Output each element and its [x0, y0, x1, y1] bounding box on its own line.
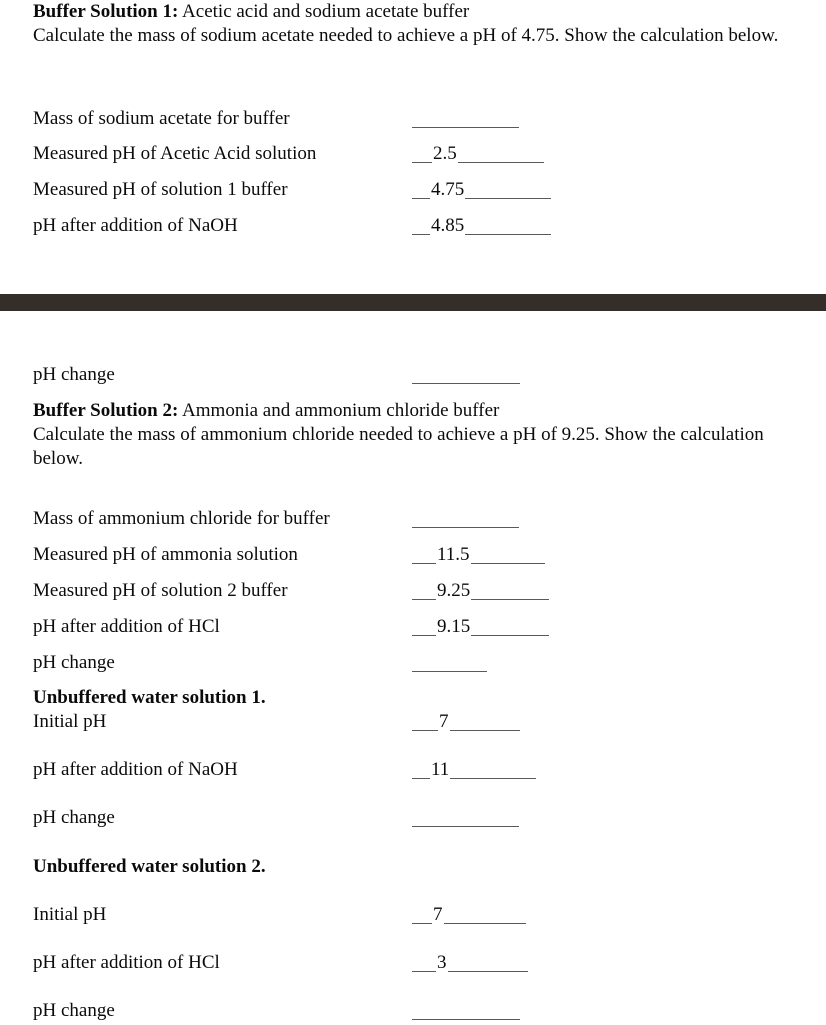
section2-heading	[33, 399, 793, 423]
blank-rule-tail	[471, 587, 549, 600]
row-value: 3	[437, 952, 447, 973]
blank-rule-lead	[412, 959, 436, 972]
row-value: 2.5	[433, 143, 457, 164]
table-row	[0, 903, 826, 929]
blank-rule-tail	[444, 911, 526, 924]
blank-rule	[412, 515, 519, 528]
blank-rule-tail	[458, 150, 544, 163]
row-blank[interactable]	[412, 651, 487, 674]
section2-heading-label: Buffer Solution 2:	[33, 400, 179, 421]
row-label: pH after addition of HCl	[33, 616, 220, 637]
table-row	[0, 615, 826, 641]
row-blank[interactable]	[412, 579, 549, 602]
table-row	[0, 710, 826, 736]
unbuffered2-heading: Unbuffered water solution 2.	[33, 856, 266, 877]
blank-rule-tail	[450, 718, 520, 731]
row-blank[interactable]	[412, 543, 545, 566]
row-label: pH change	[33, 364, 115, 385]
section1-instruction: Calculate the mass of sodium acetate needed to achieve a pH of 4.75. Show the calculation below.	[33, 25, 779, 46]
blank-rule-tail	[448, 959, 528, 972]
row-value: 11	[431, 759, 450, 780]
table-row	[0, 806, 826, 832]
row-blank[interactable]	[412, 363, 520, 386]
row-label: Measured pH of solution 2 buffer	[33, 580, 288, 601]
row-label: pH after addition of HCl	[33, 952, 220, 973]
blank-rule-lead	[412, 718, 438, 731]
row-blank[interactable]	[412, 951, 528, 974]
row-label: pH change	[33, 652, 115, 673]
blank-rule-lead	[412, 186, 430, 199]
blank-rule-tail	[465, 186, 551, 199]
row-blank[interactable]	[412, 999, 520, 1022]
blank-rule	[412, 659, 487, 672]
table-row	[0, 107, 826, 133]
row-blank[interactable]	[412, 615, 549, 638]
blank-rule-lead	[412, 150, 432, 163]
table-row	[0, 758, 826, 784]
section1-heading-desc: Acetic acid and sodium acetate buffer	[178, 1, 470, 22]
blank-rule-tail	[465, 222, 551, 235]
section1-heading-label: Buffer Solution 1:	[33, 1, 179, 22]
table-row	[0, 651, 826, 677]
blank-rule	[412, 1007, 520, 1020]
table-row	[0, 543, 826, 569]
row-blank[interactable]	[412, 214, 551, 237]
row-blank[interactable]	[412, 710, 520, 733]
row-value: 9.15	[437, 616, 471, 637]
blank-rule-lead	[412, 551, 436, 564]
row-blank[interactable]	[412, 507, 519, 530]
blank-rule-lead	[412, 911, 432, 924]
blank-rule	[412, 115, 519, 128]
row-blank[interactable]	[412, 107, 519, 130]
row-label: pH after addition of NaOH	[33, 759, 238, 780]
row-blank[interactable]	[412, 142, 544, 165]
row-value: 9.25	[437, 580, 471, 601]
row-blank[interactable]	[412, 903, 526, 926]
row-blank[interactable]	[412, 806, 519, 829]
blank-rule-tail	[471, 623, 549, 636]
row-label: Measured pH of Acetic Acid solution	[33, 143, 317, 164]
row-label: Mass of ammonium chloride for buffer	[33, 508, 330, 529]
table-row	[0, 579, 826, 605]
row-label: pH change	[33, 807, 115, 828]
row-label: Initial pH	[33, 711, 107, 732]
row-label: Initial pH	[33, 904, 107, 925]
blank-rule-lead	[412, 587, 436, 600]
row-label: pH after addition of NaOH	[33, 215, 238, 236]
table-row	[0, 178, 826, 204]
row-blank[interactable]	[412, 758, 536, 781]
blank-rule	[412, 814, 519, 827]
table-row	[0, 214, 826, 240]
row-value: 4.75	[431, 179, 465, 200]
row-label: pH change	[33, 1000, 115, 1021]
section1-heading	[33, 0, 813, 24]
table-row	[0, 142, 826, 168]
blank-rule-lead	[412, 222, 430, 235]
row-label: Measured pH of ammonia solution	[33, 544, 298, 565]
page-separator-bar	[0, 294, 826, 311]
table-row	[0, 363, 826, 389]
row-label: Measured pH of solution 1 buffer	[33, 179, 288, 200]
table-row	[0, 507, 826, 533]
blank-rule-tail	[471, 551, 545, 564]
row-label: Mass of sodium acetate for buffer	[33, 108, 290, 129]
row-blank[interactable]	[412, 178, 551, 201]
table-row	[0, 999, 826, 1025]
blank-rule-lead	[412, 766, 430, 779]
blank-rule-lead	[412, 623, 436, 636]
row-value: 4.85	[431, 215, 465, 236]
row-value: 7	[433, 904, 443, 925]
blank-rule-tail	[450, 766, 536, 779]
section2-instruction: Calculate the mass of ammonium chloride needed to achieve a pH of 9.25. Show the calculation below.	[33, 424, 764, 469]
table-row	[0, 951, 826, 977]
row-value: 7	[439, 711, 449, 732]
unbuffered1-heading: Unbuffered water solution 1.	[33, 687, 266, 708]
blank-rule	[412, 371, 520, 384]
section2-heading-desc: Ammonia and ammonium chloride buffer	[178, 400, 500, 421]
row-value: 11.5	[437, 544, 470, 565]
